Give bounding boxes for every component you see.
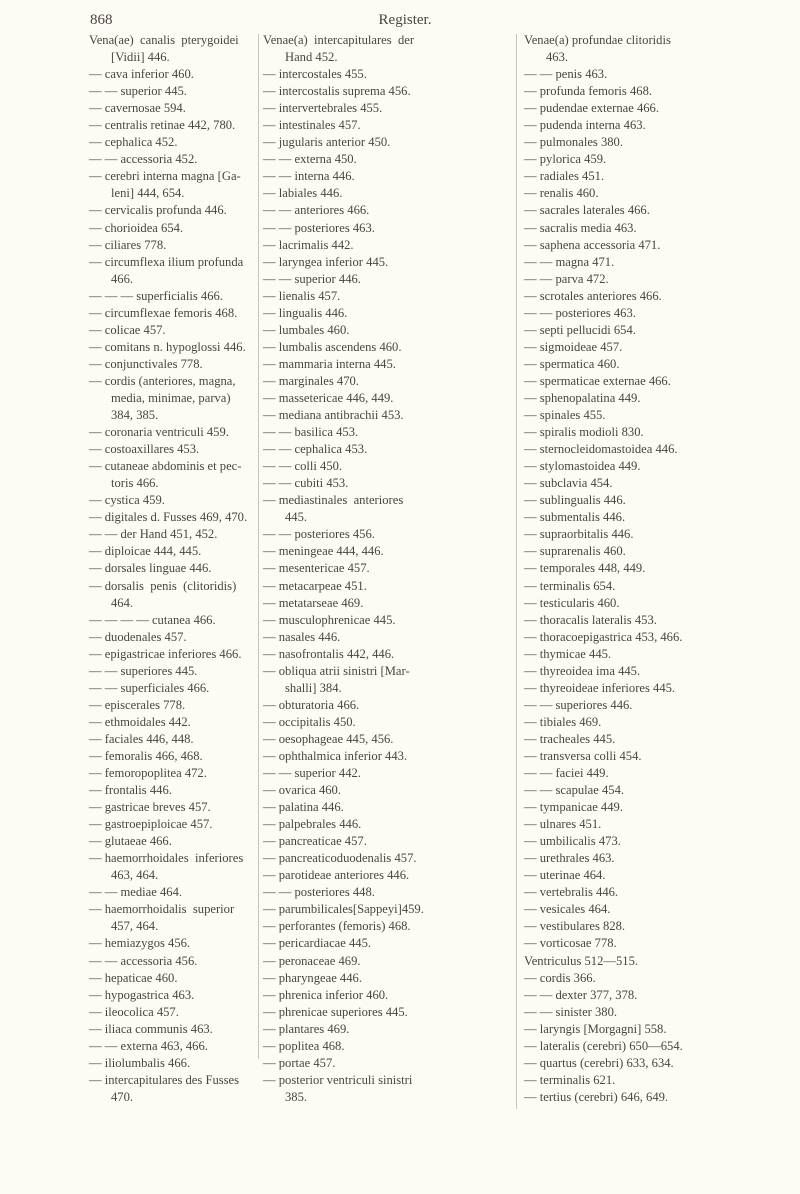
index-entry: — intercostalis suprema 456.	[263, 84, 411, 99]
page-number: 868	[90, 12, 113, 28]
index-entry: — vertebralis 446.	[524, 885, 619, 900]
index-entry: — cystica 459.	[89, 493, 165, 508]
index-entry: — oesophageae 445, 456.	[263, 731, 394, 746]
index-entry: — ethmoidales 442.	[89, 714, 191, 729]
index-entry: — portae 457.	[263, 1055, 336, 1070]
index-entry: — — magna 471.	[524, 254, 615, 269]
index-entry: — septi pellucidi 654.	[524, 322, 636, 337]
index-entry: — lienalis 457.	[263, 288, 341, 303]
index-entry: — ciliares 778.	[89, 237, 167, 252]
index-entry: — lateralis (cerebri) 650—654.	[524, 1038, 683, 1053]
index-entry: — cordis (anteriores, magna, media, minimae, parva) 384, 385.	[89, 373, 236, 423]
index-entry: — massetericae 446, 449.	[263, 390, 394, 405]
index-entry: — suprarenalis 460.	[524, 544, 626, 559]
index-entry: — frontalis 446.	[89, 783, 172, 798]
index-entry: — costoaxillares 453.	[89, 442, 200, 457]
index-entry: — tibiales 469.	[524, 714, 602, 729]
column-divider	[516, 34, 517, 1109]
index-entry: — centralis retinae 442, 780.	[89, 118, 236, 133]
index-entry: — perforantes (femoris) 468.	[263, 919, 411, 934]
index-entry: — phrenicae superiores 445.	[263, 1004, 408, 1019]
index-entry: — — interna 446.	[263, 169, 355, 184]
index-entry: — labiales 446.	[263, 186, 343, 201]
index-entry: — cutaneae abdominis et pec- toris 466.	[89, 459, 242, 491]
index-entry: — pericardiacae 445.	[263, 936, 372, 951]
index-entry: — vestibulares 828.	[524, 919, 626, 934]
index-entry: Venae(a) profundae clitoridis 463.	[524, 33, 671, 65]
index-entry: — cerebri interna magna [Ga- leni] 444, 654.	[89, 169, 241, 201]
index-entry: — stylomastoidea 449.	[524, 459, 641, 474]
index-entry: — — — superficialis 466.	[89, 288, 223, 303]
index-entry: — urethrales 463.	[524, 851, 615, 866]
index-entry: — sacrales laterales 466.	[524, 203, 650, 218]
index-entry: — — accessoria 456.	[89, 953, 198, 968]
index-entry: — dorsalis penis (clitoridis) 464.	[89, 578, 237, 610]
index-entry: — thymicae 445.	[524, 646, 612, 661]
index-entry: — faciales 446, 448.	[89, 731, 194, 746]
index-entry: — hemiazygos 456.	[89, 936, 191, 951]
index-entry: — spermatica 460.	[524, 356, 620, 371]
index-entry: — ileocolica 457.	[89, 1004, 179, 1019]
index-entry: — hepaticae 460.	[89, 970, 178, 985]
index-entry: — iliolumbalis 466.	[89, 1055, 191, 1070]
index-entry: — terminalis 654.	[524, 578, 616, 593]
index-entry: Ventriculus 512—515.	[524, 953, 639, 968]
index-entry: — episcerales 778.	[89, 697, 186, 712]
index-entry: — metatarseae 469.	[263, 595, 364, 610]
index-entry: Vena(ae) canalis pterygoidei [Vidii] 446.	[89, 33, 239, 65]
index-entry: — coronaria ventriculi 459.	[89, 425, 229, 440]
index-entry: — iliaca communis 463.	[89, 1021, 213, 1036]
index-entry: — cavernosae 594.	[89, 101, 186, 116]
index-entry: — pharyngeae 446.	[263, 970, 362, 985]
index-entry: — digitales d. Fusses 469, 470.	[89, 510, 248, 525]
index-entry: — umbilicalis 473.	[524, 834, 621, 849]
index-entry: — glutaeae 466.	[89, 834, 172, 849]
index-entry: — obturatoria 466.	[263, 697, 360, 712]
index-entry: — cava inferior 460.	[89, 67, 194, 82]
index-entry: — mediastinales anteriores 445.	[263, 493, 404, 525]
index-entry: — scrotales anteriores 466.	[524, 288, 662, 303]
index-entry: — quartus (cerebri) 633, 634.	[524, 1055, 674, 1070]
index-entry: — sphenopalatina 449.	[524, 390, 641, 405]
index-entry: — — accessoria 452.	[89, 152, 198, 167]
index-entry: — laryngea inferior 445.	[263, 254, 389, 269]
index-entry: — thyreoidea ima 445.	[524, 663, 641, 678]
index-entry: — sacralis media 463.	[524, 220, 637, 235]
index-entry: — — der Hand 451, 452.	[89, 527, 218, 542]
index-entry: — lingualis 446.	[263, 305, 348, 320]
index-entry: — sternocleidomastoidea 446.	[524, 442, 678, 457]
index-entry: — marginales 470.	[263, 373, 359, 388]
index-entry: — uterinae 464.	[524, 868, 606, 883]
index-entry: — — superior 446.	[263, 271, 361, 286]
index-entry: — — cephalica 453.	[263, 442, 368, 457]
index-entry: — saphena accessoria 471.	[524, 237, 661, 252]
index-entry: — — anteriores 466.	[263, 203, 370, 218]
index-entry: — submentalis 446.	[524, 510, 626, 525]
index-entry: — — externa 463, 466.	[89, 1038, 208, 1053]
index-entry: — nasofrontalis 442, 446.	[263, 646, 395, 661]
index-entry: — — parva 472.	[524, 271, 609, 286]
index-entry: — cephalica 452.	[89, 135, 178, 150]
index-entry: — mammaria interna 445.	[263, 356, 396, 371]
index-entry: — lumbales 460.	[263, 322, 350, 337]
index-entry: — tertius (cerebri) 646, 649.	[524, 1089, 669, 1104]
index-entry: — mediana antibrachii 453.	[263, 408, 404, 423]
index-entry: — ulnares 451.	[524, 817, 602, 832]
index-entry: — testicularis 460.	[524, 595, 620, 610]
index-entry: — chorioidea 654.	[89, 220, 184, 235]
index-entry: — spermaticae externae 466.	[524, 373, 671, 388]
index-entry: — pulmonales 380.	[524, 135, 623, 150]
index-entry: — supraorbitalis 446.	[524, 527, 634, 542]
index-entry: — vesicales 464.	[524, 902, 611, 917]
index-entry: — palatina 446.	[263, 800, 344, 815]
index-entry: — terminalis 621.	[524, 1072, 616, 1087]
index-entry: — cervicalis profunda 446.	[89, 203, 227, 218]
index-entry: — temporales 448, 449.	[524, 561, 646, 576]
index-entry: Venae(a) intercapitulares der Hand 452.	[263, 33, 415, 65]
index-entry: — — mediae 464.	[89, 885, 183, 900]
index-entry: — — superficiales 466.	[89, 680, 210, 695]
index-entry: — — scapulae 454.	[524, 783, 625, 798]
index-entry: — pudenda interna 463.	[524, 118, 646, 133]
index-entry: — — posteriores 456.	[263, 527, 375, 542]
index-entry: — obliqua atrii sinistri [Mar- shalli] 384.	[263, 663, 410, 695]
index-entry: — haemorrhoidales inferiores 463, 464.	[89, 851, 244, 883]
index-entry: — intervertebrales 455.	[263, 101, 383, 116]
index-entry: — pudendae externae 466.	[524, 101, 659, 116]
index-entry: — — faciei 449.	[524, 766, 609, 781]
index-entry: — circumflexa ilium profunda 466.	[89, 254, 244, 286]
index-entry: — lacrimalis 442.	[263, 237, 354, 252]
index-entry: — parotideae anteriores 446.	[263, 868, 410, 883]
index-entry: — — basilica 453.	[263, 425, 359, 440]
index-entry: — thoracalis lateralis 453.	[524, 612, 657, 627]
index-entry: — — sinister 380.	[524, 1004, 618, 1019]
index-entry: — posterior ventriculi sinistri 385.	[263, 1072, 413, 1104]
index-entry: — tympanicae 449.	[524, 800, 623, 815]
index-entry: — gastricae breves 457.	[89, 800, 211, 815]
index-entry: — cordis 366.	[524, 970, 596, 985]
index-entry: — femoralis 466, 468.	[89, 748, 203, 763]
index-entry: — spinales 455.	[524, 408, 606, 423]
index-entry: — vorticosae 778.	[524, 936, 617, 951]
index-entry: — — colli 450.	[263, 459, 343, 474]
index-entry: — intercapitulares des Fusses 470.	[89, 1072, 240, 1104]
index-entry: — — posteriores 463.	[524, 305, 636, 320]
index-entry: — occipitalis 450.	[263, 714, 356, 729]
index-entry: — diploicae 444, 445.	[89, 544, 202, 559]
index-entry: — — posteriores 463.	[263, 220, 375, 235]
index-entry: — — superiores 446.	[524, 697, 633, 712]
index-entry: — — externa 450.	[263, 152, 357, 167]
index-entry: — — superior 442.	[263, 766, 361, 781]
index-entry: — peronaceae 469.	[263, 953, 361, 968]
index-entry: — mesentericae 457.	[263, 561, 370, 576]
index-entry: — renalis 460.	[524, 186, 599, 201]
index-entry: — epigastricae inferiores 466.	[89, 646, 242, 661]
index-entry: — spiralis modioli 830.	[524, 425, 644, 440]
index-entry: — gastroepiploicae 457.	[89, 817, 213, 832]
index-entry: — phrenica inferior 460.	[263, 987, 389, 1002]
index-entry: — dorsales linguae 446.	[89, 561, 212, 576]
index-entry: — pancreaticae 457.	[263, 834, 367, 849]
index-entry: — ophthalmica inferior 443.	[263, 748, 408, 763]
index-entry: — ovarica 460.	[263, 783, 341, 798]
index-entry: — musculophrenicae 445.	[263, 612, 396, 627]
index-entry: — plantares 469.	[263, 1021, 350, 1036]
index-entry: — poplitea 468.	[263, 1038, 345, 1053]
index-entry: — — superior 445.	[89, 84, 187, 99]
index-entry: — sublingualis 446.	[524, 493, 626, 508]
index-entry: — haemorrhoidalis superior 457, 464.	[89, 902, 235, 934]
column-divider	[258, 34, 259, 1059]
index-entry: — intestinales 457.	[263, 118, 361, 133]
index-entry: — duodenales 457.	[89, 629, 187, 644]
index-entry: — pylorica 459.	[524, 152, 607, 167]
index-entry: — — — — cutanea 466.	[89, 612, 216, 627]
index-entry: — — cubiti 453.	[263, 476, 349, 491]
index-entry: — parumbilicales[Sappeyi]459.	[263, 902, 424, 917]
index-entry: — comitans n. hypoglossi 446.	[89, 339, 246, 354]
index-column-3	[524, 32, 739, 1106]
index-entry: — subclavia 454.	[524, 476, 613, 491]
index-entry: — thyreoideae inferiores 445.	[524, 680, 676, 695]
index-entry: — profunda femoris 468.	[524, 84, 653, 99]
index-entry: — thoracoepigastrica 453, 466.	[524, 629, 683, 644]
index-entry: — lumbalis ascendens 460.	[263, 339, 402, 354]
index-entry: — radiales 451.	[524, 169, 605, 184]
index-entry: — — dexter 377, 378.	[524, 987, 638, 1002]
index-entry: — pancreaticoduodenalis 457.	[263, 851, 417, 866]
index-entry: — colicae 457.	[89, 322, 166, 337]
index-entry: — meningeae 444, 446.	[263, 544, 384, 559]
index-entry: — conjunctivales 778.	[89, 356, 203, 371]
index-entry: — intercostales 455.	[263, 67, 367, 82]
index-entry: — nasales 446.	[263, 629, 341, 644]
index-entry: — transversa colli 454.	[524, 748, 642, 763]
index-entry: — tracheales 445.	[524, 731, 616, 746]
index-entry: — femoropoplitea 472.	[89, 766, 207, 781]
index-entry: — laryngis [Morgagni] 558.	[524, 1021, 667, 1036]
index-entry: — metacarpeae 451.	[263, 578, 367, 593]
index-column-2	[263, 32, 513, 1106]
index-entry: — palpebrales 446.	[263, 817, 362, 832]
index-column-1	[89, 32, 257, 1106]
index-entry: — — superiores 445.	[89, 663, 198, 678]
index-entry: — sigmoideae 457.	[524, 339, 623, 354]
index-entry: — circumflexae femoris 468.	[89, 305, 238, 320]
index-entry: — — penis 463.	[524, 67, 608, 82]
index-entry: — — posteriores 448.	[263, 885, 375, 900]
index-entry: — jugularis anterior 450.	[263, 135, 391, 150]
index-entry: — hypogastrica 463.	[89, 987, 195, 1002]
running-head: Register.	[378, 12, 432, 28]
